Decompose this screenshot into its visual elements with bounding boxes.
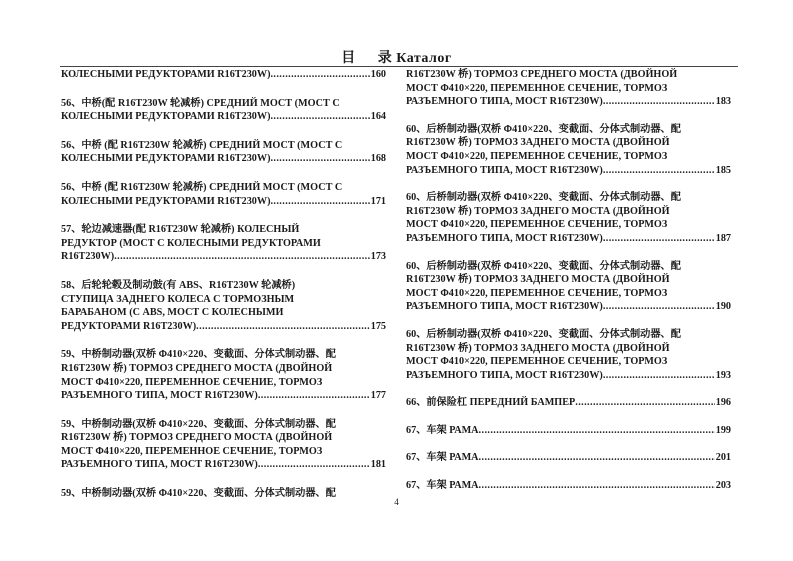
toc-entry[interactable] [406, 424, 731, 438]
toc-entry-line: R16T230W 桥) ТОРМОЗ ЗАДНЕГО МОСТА (ДВОЙНОЙ [406, 274, 670, 286]
toc-entry-line: 59、中桥制动器(双桥 Φ410×220、变截面、分体式制动器、配 [61, 418, 336, 430]
toc-entry-line: МОСТ Φ410×220, ПЕРЕМЕННОЕ СЕЧЕНИЕ, ТОРМОЗ [406, 150, 668, 162]
toc-entry[interactable] [61, 418, 386, 472]
toc-entry-line: МОСТ Φ410×220, ПЕРЕМЕННОЕ СЕЧЕНИЕ, ТОРМОЗ [406, 287, 668, 299]
toc-entry-line: 60、后桥制动器(双桥 Φ410×220、变截面、分体式制动器、配 [406, 260, 681, 272]
toc-entry-line: МОСТ Φ410×220, ПЕРЕМЕННОЕ СЕЧЕНИЕ, ТОРМОЗ [406, 82, 668, 94]
toc-page-number: 183 [715, 96, 731, 108]
toc-entry-text: 67、车架 РАМА [406, 480, 479, 492]
toc-entry-text: 67、车架 РАМА [406, 452, 479, 464]
dot-leader [114, 250, 370, 264]
toc-entry[interactable] [406, 451, 731, 465]
toc-entry-text: КОЛЕСНЫМИ РЕДУКТОРАМИ R16T230W) [61, 195, 271, 207]
toc-entry-last-line [406, 164, 731, 178]
toc-entry[interactable] [406, 396, 731, 410]
toc-left-column [61, 68, 386, 516]
toc-entry-text: КОЛЕСНЫМИ РЕДУКТОРАМИ R16T230W) [61, 69, 271, 80]
toc-entry-text: РАЗЪЕМНОГО ТИПА, МОСТ R16T230W) [406, 164, 603, 176]
toc-entry-line: 56、中桥(配 R16T230W 轮减桥) СРЕДНИЙ МОСТ (МОСТ С [61, 97, 340, 109]
toc-entry-last-line [61, 68, 386, 82]
toc-entry-line: R16T230W 桥) ТОРМОЗ ЗАДНЕГО МОСТА (ДВОЙНОЙ [406, 342, 670, 354]
toc-right-column [406, 68, 731, 507]
dot-leader [196, 320, 370, 334]
toc-entry-line: БАРАБАНОМ (С ABS, МОСТ С КОЛЕСНЫМИ [61, 307, 284, 319]
toc-entry-text: РАЗЪЕМНОГО ТИПА, МОСТ R16T230W) [406, 232, 603, 244]
toc-entry-last-line [406, 479, 731, 493]
toc-entry-last-line [406, 396, 731, 410]
header-rule [60, 66, 738, 67]
toc-entry-last-line [406, 424, 731, 438]
toc-entry-last-line [61, 250, 386, 264]
toc-entry-line: 56、中桥 (配 R16T230W 轮减桥) СРЕДНИЙ МОСТ (МОСТ С [61, 181, 343, 193]
toc-entry[interactable] [61, 279, 386, 333]
toc-entry-text: КОЛЕСНЫМИ РЕДУКТОРАМИ R16T230W) [61, 153, 271, 165]
toc-entry-last-line [61, 389, 386, 403]
toc-entry[interactable] [61, 139, 386, 166]
dot-leader [258, 458, 370, 472]
toc-page-number: 173 [370, 251, 386, 263]
toc-page-number: 164 [370, 111, 386, 123]
toc-entry[interactable] [406, 328, 731, 382]
toc-entry-line: R16T230W 桥) ТОРМОЗ ЗАДНЕГО МОСТА (ДВОЙНОЙ [406, 137, 670, 149]
title-cn-1: 目 [341, 51, 356, 66]
toc-entry-line: 60、后桥制动器(双桥 Φ410×220、变截面、分体式制动器、配 [406, 123, 681, 135]
toc-entry-last-line [406, 232, 731, 246]
toc-entry-line: МОСТ Φ410×220, ПЕРЕМЕННОЕ СЕЧЕНИЕ, ТОРМОЗ [61, 445, 323, 457]
toc-entry-line: R16T230W 桥) ТОРМОЗ СРЕДНЕГО МОСТА (ДВОЙНОЙ [61, 362, 333, 374]
toc-entry-last-line [406, 451, 731, 465]
toc-entry[interactable] [61, 68, 386, 82]
toc-entry[interactable] [61, 348, 386, 402]
dot-leader [479, 424, 715, 438]
toc-entry-line: МОСТ Φ410×220, ПЕРЕМЕННОЕ СЕЧЕНИЕ, ТОРМОЗ [61, 376, 323, 388]
dot-leader [258, 389, 370, 403]
dot-leader [575, 396, 714, 410]
dot-leader [270, 110, 369, 124]
toc-page-number: 187 [715, 232, 731, 244]
toc-page-number: 199 [715, 424, 731, 436]
toc-entry[interactable] [61, 223, 386, 264]
toc-entry[interactable] [406, 191, 731, 245]
toc-entry-text: РАЗЪЕМНОГО ТИПА, МОСТ R16T230W) [406, 301, 603, 313]
toc-entry-line: 59、中桥制动器(双桥 Φ410×220、变截面、分体式制动器、配 [61, 349, 336, 361]
toc-entry-last-line [406, 300, 731, 314]
toc-entry-last-line [61, 110, 386, 124]
toc-page-number: 201 [715, 452, 731, 464]
dot-leader [603, 300, 715, 314]
toc-entry[interactable] [406, 479, 731, 493]
toc-entry-text: R16T230W) [61, 251, 115, 263]
toc-entry-text: КОЛЕСНЫМИ РЕДУКТОРАМИ R16T230W) [61, 111, 271, 123]
toc-page-number: 185 [715, 164, 731, 176]
toc-entry-line: 60、后桥制动器(双桥 Φ410×220、变截面、分体式制动器、配 [406, 328, 681, 340]
toc-entry[interactable] [61, 97, 386, 124]
toc-page-number: 181 [370, 459, 386, 471]
toc-entry-line: МОСТ Φ410×220, ПЕРЕМЕННОЕ СЕЧЕНИЕ, ТОРМОЗ [406, 219, 668, 231]
toc-entry-last-line [61, 152, 386, 166]
title-cn-2: 录 [377, 51, 393, 66]
dot-leader [479, 479, 715, 493]
toc-entry-line: R16T230W 桥) ТОРМОЗ СРЕДНЕГО МОСТА (ДВОЙНОЙ [406, 69, 678, 80]
toc-entry-line: РЕДУКТОР (МОСТ С КОЛЕСНЫМИ РЕДУКТОРАМИ [61, 237, 321, 249]
toc-entry-line: 58、后轮轮毂及制动鼓(有 ABS、R16T230W 轮减桥) [61, 279, 296, 291]
toc-entry-line: 56、中桥 (配 R16T230W 轮减桥) СРЕДНИЙ МОСТ (МОСТ С [61, 139, 343, 151]
dot-leader [270, 68, 369, 82]
toc-entry-last-line [406, 95, 731, 109]
toc-entry-text: РЕДУКТОРАМИ R16T230W) [61, 320, 197, 332]
toc-entry-text: РАЗЪЕМНОГО ТИПА, МОСТ R16T230W) [61, 459, 258, 471]
toc-entry-text: 59、中桥制动器(双桥 Φ410×220、变截面、分体式制动器、配 [61, 488, 336, 500]
toc-entry-text: 66、前保险杠 ПЕРЕДНИЙ БАМПЕР [406, 397, 576, 409]
toc-page-number: 193 [715, 369, 731, 381]
toc-entry-last-line [61, 458, 386, 472]
dot-leader [270, 195, 369, 209]
toc-entry-text: 67、车架 РАМА [406, 424, 479, 436]
toc-entry-line: МОСТ Φ410×220, ПЕРЕМЕННОЕ СЕЧЕНИЕ, ТОРМОЗ [406, 356, 668, 368]
toc-entry-last-line [61, 195, 386, 209]
toc-page-number: 177 [370, 390, 386, 402]
toc-page-number: 196 [715, 397, 731, 409]
title-ru: Каталог [396, 51, 452, 66]
toc-entry-text: РАЗЪЕМНОГО ТИПА, МОСТ R16T230W) [406, 369, 603, 381]
toc-page-number: 160 [370, 69, 386, 80]
dot-leader [603, 369, 715, 383]
dot-leader [603, 232, 715, 246]
toc-entry-line: R16T230W 桥) ТОРМОЗ ЗАДНЕГО МОСТА (ДВОЙНОЙ [406, 205, 670, 217]
toc-page-number: 171 [370, 195, 386, 207]
toc-entry-line: 60、后桥制动器(双桥 Φ410×220、变截面、分体式制动器、配 [406, 192, 681, 204]
toc-entry-line: R16T230W 桥) ТОРМОЗ СРЕДНЕГО МОСТА (ДВОЙНОЙ [61, 432, 333, 444]
toc-entry[interactable] [406, 68, 731, 109]
dot-leader [603, 95, 715, 109]
toc-entry[interactable] [406, 260, 731, 314]
toc-entry-last-line [61, 320, 386, 334]
toc-entry[interactable] [61, 181, 386, 208]
page-number: 4 [394, 497, 399, 507]
page-title [0, 47, 793, 67]
toc-entry-text: РАЗЪЕМНОГО ТИПА, МОСТ R16T230W) [406, 96, 603, 108]
toc-entry-line: 57、轮边减速器(配 R16T230W 轮减桥) КОЛЕСНЫЙ [61, 224, 300, 236]
dot-leader [479, 451, 715, 465]
toc-page-number: 175 [370, 320, 386, 332]
toc-page-number: 190 [715, 301, 731, 313]
dot-leader [270, 152, 369, 166]
toc-page-number: 168 [370, 153, 386, 165]
toc-entry-last-line [406, 369, 731, 383]
toc-entry[interactable] [406, 123, 731, 177]
toc-page-number: 203 [715, 480, 731, 492]
toc-entry-line: СТУПИЦА ЗАДНЕГО КОЛЕСА С ТОРМОЗНЫМ [61, 293, 295, 305]
toc-entry-text: РАЗЪЕМНОГО ТИПА, МОСТ R16T230W) [61, 390, 258, 402]
dot-leader [603, 164, 715, 178]
